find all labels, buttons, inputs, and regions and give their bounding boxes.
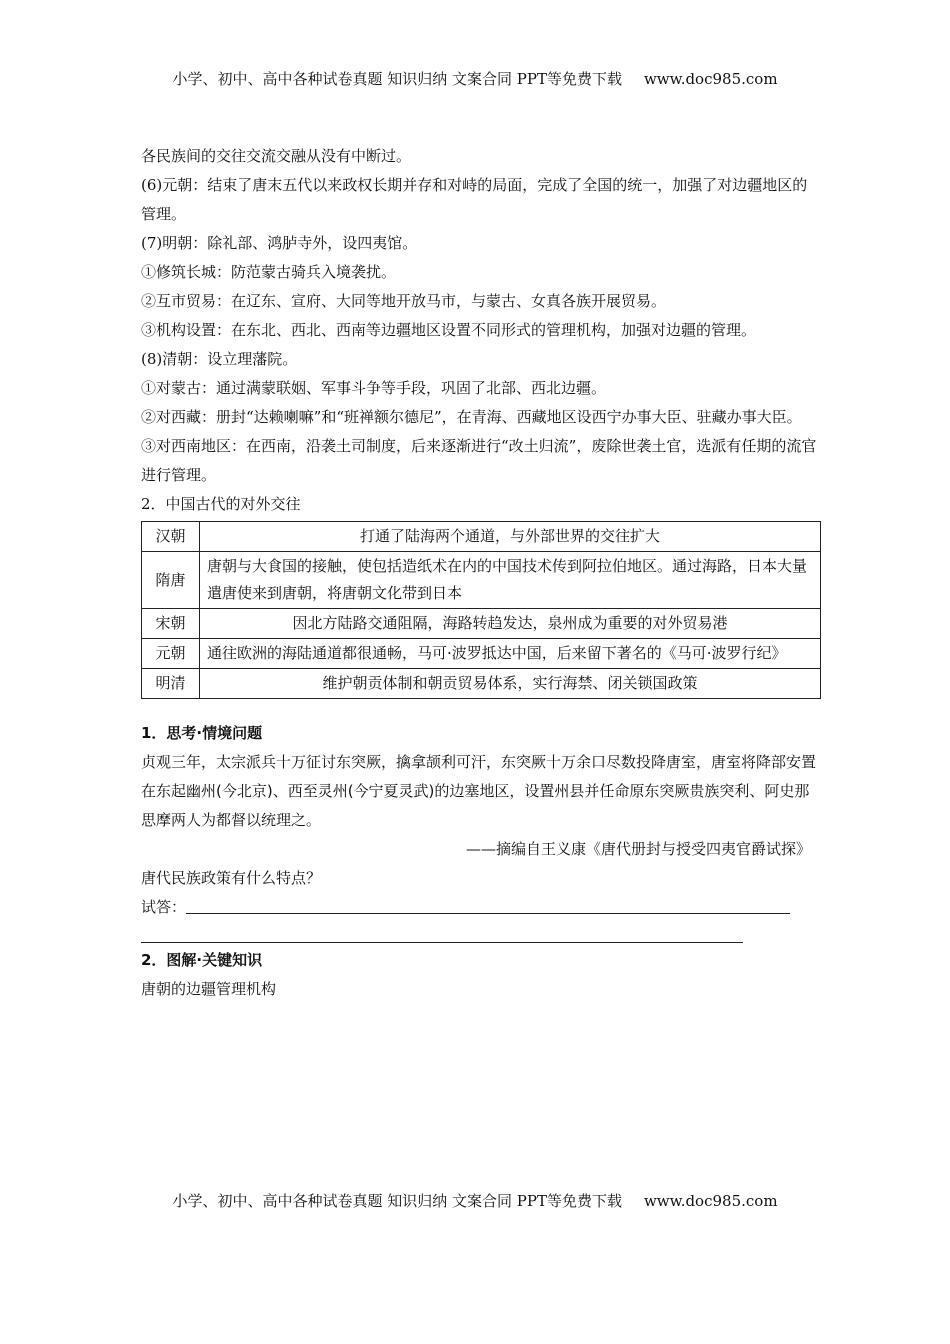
page-header — [0, 68, 950, 89]
body-line: ①对蒙古：通过满蒙联姻、军事斗争等手段，巩固了北部、西北边疆。 — [141, 379, 607, 397]
dynasty-cell: 明清 — [142, 669, 200, 699]
table-row — [142, 522, 821, 552]
header-url[interactable]: www.doc985.com — [643, 70, 778, 88]
dynasty-cell: 隋唐 — [142, 552, 200, 609]
table-row — [142, 639, 821, 669]
content-cell: 打通了陆海两个通道，与外部世界的交往扩大 — [200, 522, 821, 552]
content-cell: 通往欧洲的海陆通道都很通畅，马可·波罗抵达中国，后来留下著名的《马可·波罗行纪》 — [200, 639, 821, 669]
footer-url[interactable]: www.doc985.com — [643, 1192, 778, 1210]
body-line: ③对西南地区：在西南，沿袭土司制度，后来逐渐进行“改土归流”，废除世袭土官，选派有任期的流官进行管理。 — [141, 437, 817, 484]
content-cell: 唐朝与大食国的接触，使包括造纸术在内的中国技术传到阿拉伯地区。通过海路，日本大量遣唐使来到唐朝，将唐朝文化带到日本 — [200, 552, 821, 609]
section-subtitle: 唐朝的边疆管理机构 — [141, 980, 277, 998]
answer-blank[interactable] — [141, 924, 743, 943]
quote-source: ——摘编自王义康《唐代册封与授受四夷官爵试探》 — [465, 840, 811, 858]
header-text: 小学、初中、高中各种试卷真题 知识归纳 文案合同 PPT等免费下载 — [172, 70, 622, 88]
body-line: ②对西藏：册封“达赖喇嘛”和“班禅额尔德尼”，在青海、西藏地区设西宁办事大臣、驻藏办事大臣。 — [141, 408, 802, 426]
answer-line — [141, 922, 821, 944]
body-line: ③机构设置：在东北、西北、西南等边疆地区设置不同形式的管理机构，加强对边疆的管理。 — [141, 321, 757, 339]
dynasty-cell: 汉朝 — [142, 522, 200, 552]
body-line: (7)明朝：除礼部、鸿胪寺外，设四夷馆。 — [141, 234, 418, 252]
footer-text: 小学、初中、高中各种试卷真题 知识归纳 文案合同 PPT等免费下载 — [172, 1192, 622, 1210]
body-line: (8)清朝：设立理藩院。 — [141, 350, 298, 368]
dynasty-cell: 元朝 — [142, 639, 200, 669]
content-cell: 维护朝贡体制和朝贡贸易体系，实行海禁、闭关锁国政策 — [200, 669, 821, 699]
question-text: 唐代民族政策有什么特点？ — [141, 869, 322, 887]
table-row — [142, 609, 821, 639]
quote-paragraph: 贞观三年，太宗派兵十万征讨东突厥，擒拿颉利可汗，东突厥十万余口尽数投降唐室，唐室将降部安置在东起幽州(今北京)、西至灵州(今宁夏灵武)的边塞地区，设置州县并任命原东突厥贵族突利、阿史那思摩两人为都督以统理之。 — [141, 753, 817, 829]
section-title: 2．图解·关键知识 — [141, 951, 263, 969]
section-title: 1．思考·情境问题 — [141, 724, 263, 742]
answer-line — [141, 893, 821, 922]
page-footer — [0, 1190, 950, 1211]
body-line: (6)元朝：结束了唐末五代以来政权长期并存和对峙的局面，完成了全国的统一，加强了对边疆地区的管理。 — [141, 176, 808, 223]
answer-label: 试答： — [141, 898, 187, 916]
document-body — [141, 142, 821, 1004]
foreign-exchange-table — [141, 521, 821, 699]
content-cell: 因北方陆路交通阻隔，海路转趋发达，泉州成为重要的对外贸易港 — [200, 609, 821, 639]
dynasty-cell: 宋朝 — [142, 609, 200, 639]
answer-blank[interactable] — [186, 895, 790, 914]
body-line: 各民族间的交往交流交融从没有中断过。 — [141, 147, 412, 165]
body-line: ①修筑长城：防范蒙古骑兵入境袭扰。 — [141, 263, 397, 281]
body-line: ②互市贸易：在辽东、宣府、大同等地开放马市，与蒙古、女真各族开展贸易。 — [141, 292, 667, 310]
table-caption: 2．中国古代的对外交往 — [141, 495, 301, 513]
table-row — [142, 552, 821, 609]
table-row — [142, 669, 821, 699]
